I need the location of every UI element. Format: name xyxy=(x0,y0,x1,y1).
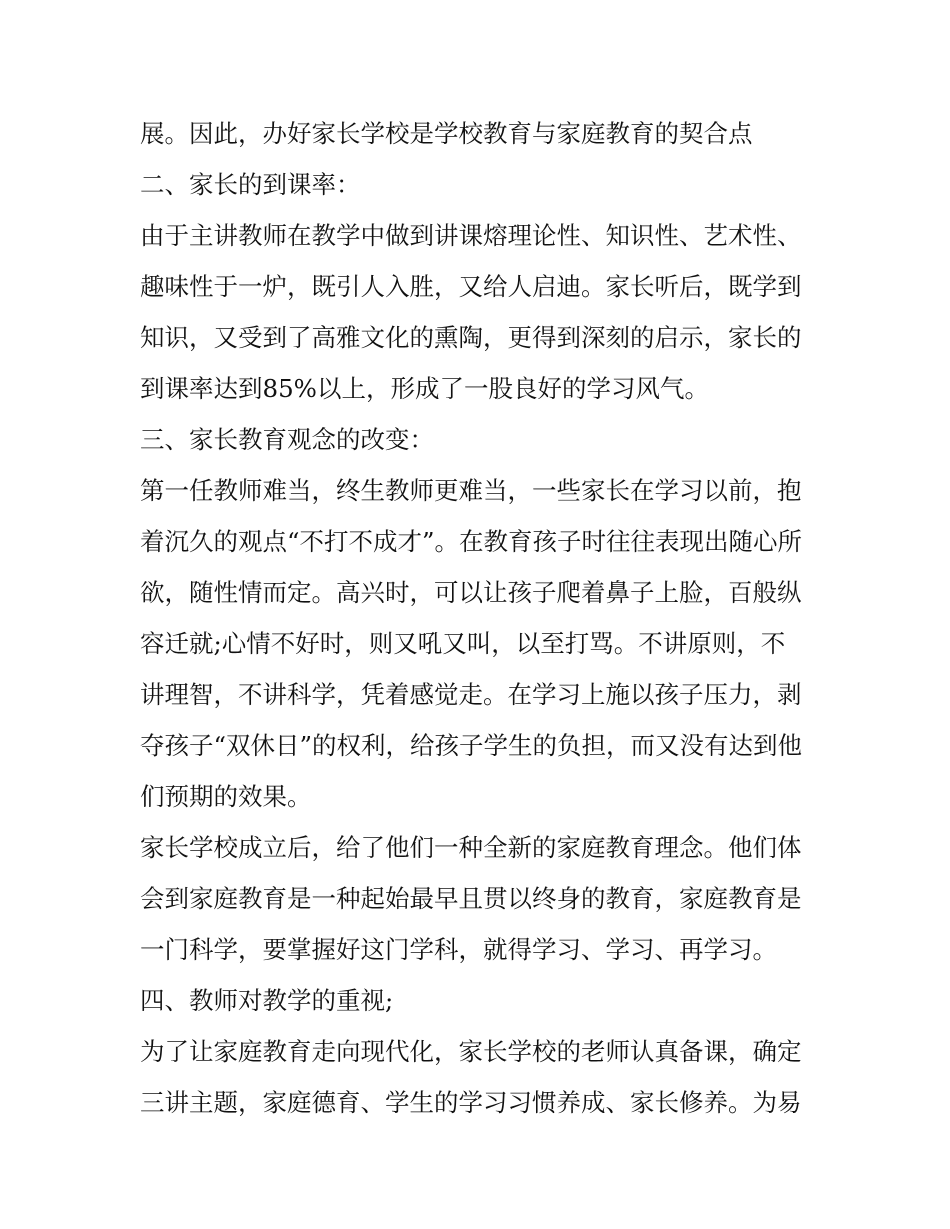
text-line: 一门科学，要掌握好这门学科，就得学习、学习、再学习。 xyxy=(140,935,777,964)
section-heading: 二、家长的到课率： xyxy=(140,170,361,199)
text-line: 讲理智，不讲科学，凭着感觉走。在学习上施以孩子压力，剥 xyxy=(140,680,802,709)
text-line: 夺孩子“双休日”的权利，给孩子学生的负担，而又没有达到他 xyxy=(140,731,803,760)
text-line: 第一任教师难当，终生教师更难当，一些家长在学习以前，抱 xyxy=(140,476,802,505)
section-heading: 四、教师对教学的重视; xyxy=(140,986,394,1015)
text-line: 着沉久的观点“不打不成才”。在教育孩子时往往表现出随心所 xyxy=(140,527,803,556)
text-line: 三讲主题，家庭德育、学生的学习习惯养成、家长修养。为易 xyxy=(140,1088,802,1117)
text-line: 由于主讲教师在教学中做到讲课熔理论性、知识性、艺术性、 xyxy=(140,221,802,250)
body-text xyxy=(140,108,820,1128)
text-line: 会到家庭教育是一种起始最早且贯以终身的教育，家庭教育是 xyxy=(140,884,802,913)
text-line: 趣味性于一炉，既引人入胜，又给人启迪。家长听后，既学到 xyxy=(140,272,802,301)
text-line: 到课率达到85%以上，形成了一股良好的学习风气。 xyxy=(140,374,709,403)
text-line: 展。因此，办好家长学校是学校教育与家庭教育的契合点 xyxy=(140,119,753,148)
text-line: 家长学校成立后，给了他们一种全新的家庭教育理念。他们体 xyxy=(140,833,802,862)
text-line: 知识，又受到了高雅文化的熏陶，更得到深刻的启示，家长的 xyxy=(140,323,802,352)
text-line: 为了让家庭教育走向现代化，家长学校的老师认真备课，确定 xyxy=(140,1037,802,1066)
section-heading: 三、家长教育观念的改变： xyxy=(140,425,434,454)
text-line: 们预期的效果。 xyxy=(140,782,312,811)
text-line: 容迁就;心情不好时，则又吼又叫，以至打骂。不讲原则，不 xyxy=(140,629,786,658)
text-line: 欲，随性情而定。高兴时，可以让孩子爬着鼻子上脸，百般纵 xyxy=(140,578,802,607)
